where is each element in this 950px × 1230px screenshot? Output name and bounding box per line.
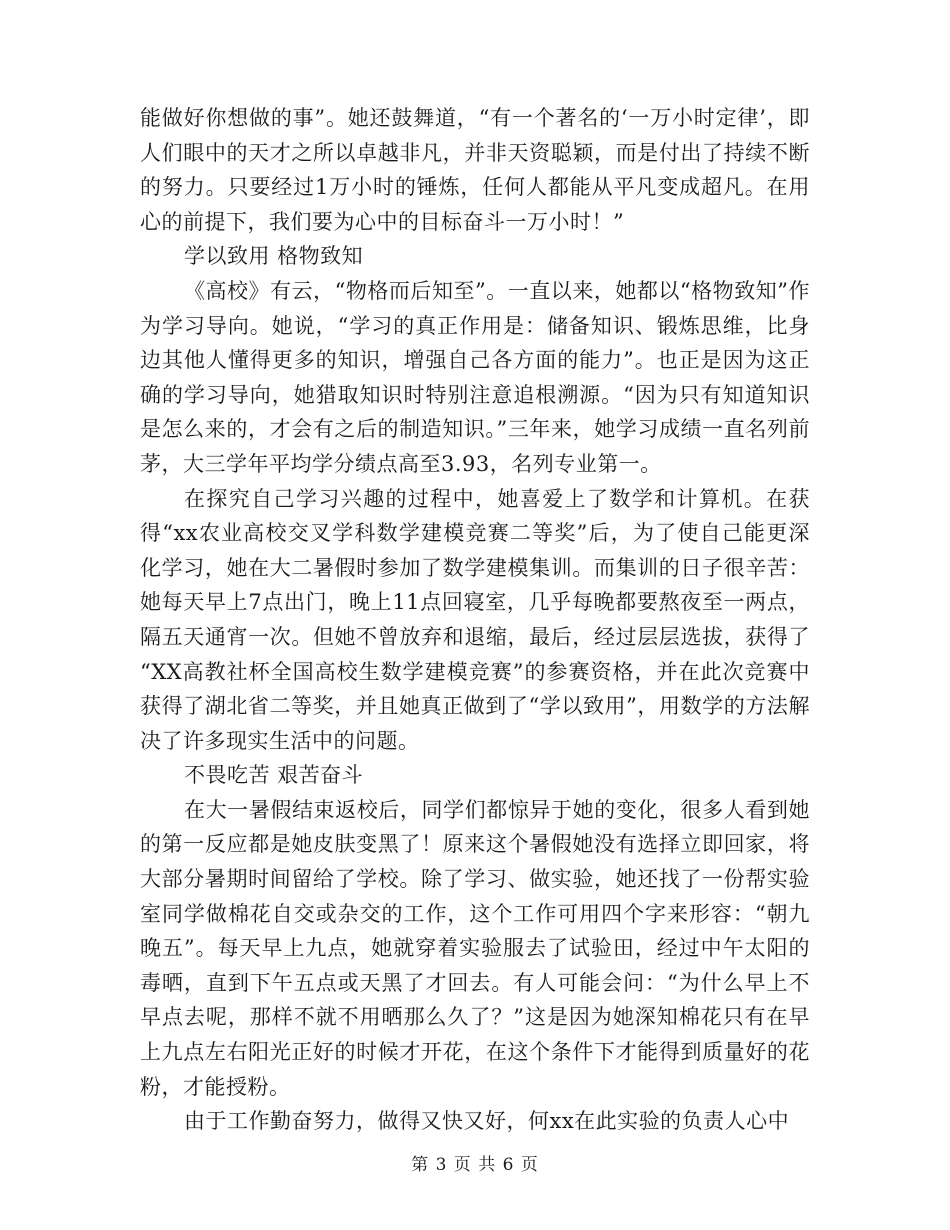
paragraph-math-modeling: 在探究自己学习兴趣的过程中，她喜爱上了数学和计算机。在获得“xx农业高校交叉学科数学建模竞赛二等奖”后，为了使自己能更深化学习，她在大二暑假时参加了数学建模集训。而集训的日子很辛苦：她每天早上7点出门，晚上11点回寝室，几乎每晚都要熬夜至一两点，隔五天通宵一次。但她不曾放弃和退缩，最后，经过层层选拔，获得了 “XX高教社杯全国高校生数学建模竞赛”的参赛资格，并在此次竞赛中获得了湖北省二等奖，并且她真正做到了“学以致用”，用数学的方法解决了许多现实生活中的问题。 bbox=[140, 486, 810, 753]
paragraph-summer-work: 在大一暑假结束返校后，同学们都惊异于她的变化，很多人看到她的第一反应都是她皮肤变黑了！原来这个暑假她没有选择立即回家，将大部分暑期时间留给了学校。除了学习、做实验，她还找了一份帮实验室同学做棉花自交或杂交的工作，这个工作可用四个字来形容：“朝九晚五”。每天早上九点，她就穿着实验服去了试验田，经过中午太阳的毒晒，直到下午五点或天黑了才回去。有人可能会问：“为什么早上不早点去呢，那样不就不用晒那么久了？”这是因为她深知棉花只有在早上九点左右阳光正好的时候才开花，在这个条件下才能得到质量好的花粉，才能授粉。 bbox=[140, 797, 810, 1099]
page-number-footer: 第 3 页 共 6 页 bbox=[411, 1155, 539, 1175]
paragraph-gewu-zhizhi: 《高校》有云，“物格而后知至”。一直以来，她都以“格物致知”作为学习导向。她说，“学习的真正作用是：储备知识、锻炼思维，比身边其他人懂得更多的知识，增强自己各方面的能力”。也正是因为这正确的学习导向，她猎取知识时特别注意追根溯源。“因为只有知道知识是怎么来的，才会有之后的制造知识。”三年来，她学习成绩一直名列前茅，大三学年平均学分绩点高至3.93，名列专业第一。 bbox=[140, 278, 810, 476]
paragraph-diligence: 由于工作勤奋努力，做得又快又好，何xx在此实验的负责人心中 bbox=[184, 1109, 790, 1134]
section-heading-hard-work: 不畏吃苦 艰苦奋斗 bbox=[184, 763, 364, 788]
section-heading-apply-learning: 学以致用 格物致知 bbox=[184, 244, 364, 269]
document-body bbox=[140, 101, 810, 1139]
paragraph-intro-continued: 能做好你想做的事”。她还鼓舞道，“有一个著名的‘一万小时定律’，即人们眼中的天才之所以卓越非凡，并非天资聪颖，而是付出了持续不断的努力。只要经过1万小时的锤炼，任何人都能从平凡变成超凡。在用心的前提下，我们要为心中的目标奋斗一万小时！” bbox=[140, 106, 810, 234]
